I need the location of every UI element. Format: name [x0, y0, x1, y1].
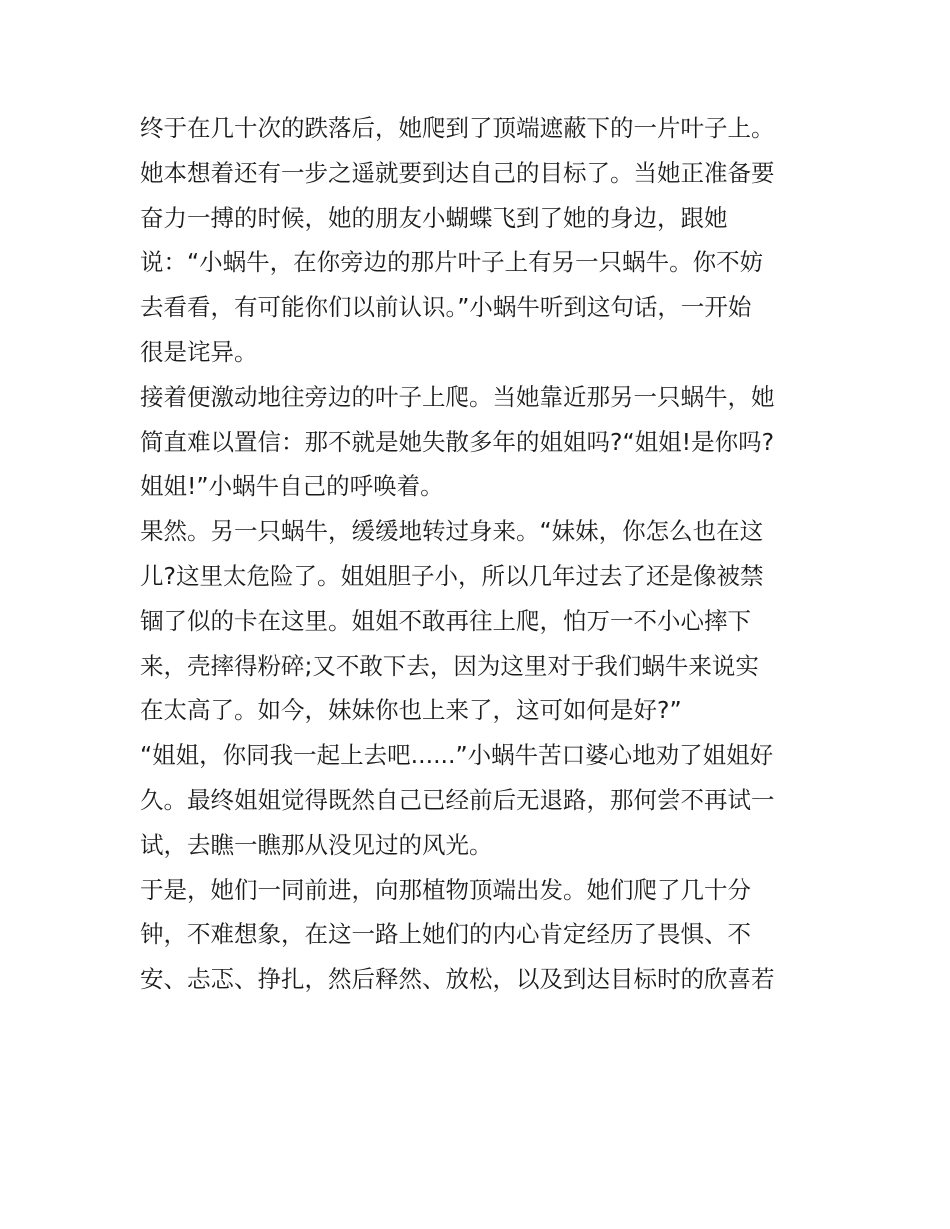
text-line: 接着便激动地往旁边的叶子上爬。当她靠近那另一只蜗牛，她: [140, 382, 775, 411]
text-line: 钟，不难想象，在这一路上她们的内心肯定经历了畏惧、不: [140, 920, 751, 949]
text-line: 试，去瞧一瞧那从没见过的风光。: [140, 830, 493, 859]
text-line: 说：“小蜗牛，在你旁边的那片叶子上有另一只蜗牛。你不妨: [140, 248, 764, 277]
text-line: 在太高了。如今，妹妹你也上来了，这可如何是好?”: [140, 696, 682, 725]
document-body: [140, 106, 820, 1002]
text-line: 安、忐忑、挣扎，然后释然、放松，以及到达目标时的欣喜若: [140, 965, 775, 994]
text-line: 去看看，有可能你们以前认识。”小蜗牛听到这句话，一开始: [140, 293, 752, 322]
text-line: “姐姐，你同我一起上去吧......”小蜗牛苦口婆心地劝了姐姐好: [140, 741, 774, 770]
text-line: 于是，她们一同前进，向那植物顶端出发。她们爬了几十分: [140, 875, 751, 904]
text-line: 锢了似的卡在这里。姐姐不敢再往上爬，怕万一不小心摔下: [140, 606, 751, 635]
text-line: 终于在几十次的跌落后，她爬到了顶端遮蔽下的一片叶子上。: [140, 114, 775, 142]
text-line: 她本想着还有一步之遥就要到达自己的目标了。当她正准备要: [140, 158, 775, 187]
text-line: 果然。另一只蜗牛，缓缓地转过身来。“妹妹，你怎么也在这: [140, 517, 764, 546]
text-line: 儿?这里太危险了。姐姐胆子小，所以几年过去了还是像被禁: [140, 561, 764, 590]
text-line: 奋力一搏的时候，她的朋友小蝴蝶飞到了她的身边，跟她: [140, 203, 728, 232]
text-line: 久。最终姐姐觉得既然自己已经前后无退路，那何尝不再试一: [140, 785, 775, 814]
text-line: 简直难以置信：那不就是她失散多年的姐姐吗?“姐姐!是你吗?: [140, 427, 775, 456]
text-line: 姐姐!”小蜗牛自己的呼唤着。: [140, 472, 444, 501]
text-line: 很是诧异。: [140, 337, 258, 366]
text-line: 来，壳摔得粉碎;又不敢下去，因为这里对于我们蜗牛来说实: [140, 651, 759, 680]
